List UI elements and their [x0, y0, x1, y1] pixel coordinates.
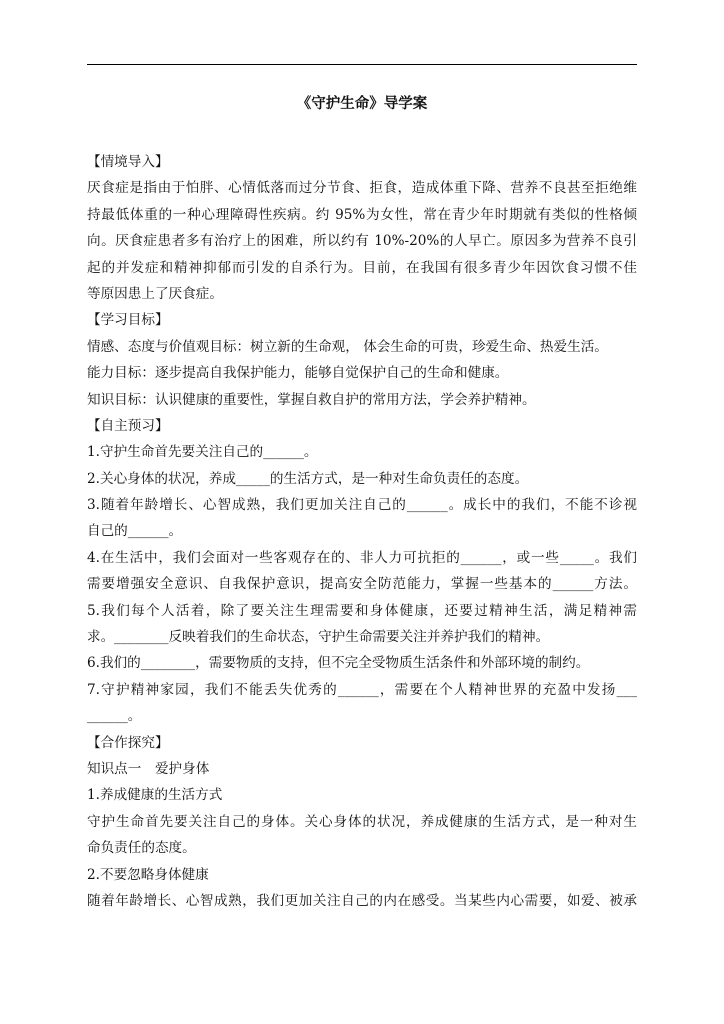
explore-line: 2.不要忽略身体健康	[87, 866, 209, 883]
preview-line: ______。	[87, 708, 142, 725]
section-heading-explore: 【合作探究】	[87, 734, 169, 751]
preview-line: 6.我们的________，需要物质的支持，但不完全受物质生活条件和外部环境的制约。	[87, 655, 590, 672]
intro-line: 厌食症是指由于怕胖、心情低落而过分节食、拒食，造成体重下降、营养不良甚至拒绝维	[87, 180, 637, 197]
preview-line: 2.关心身体的状况，养成_____的生活方式，是一种对生命负责任的态度。	[87, 470, 529, 487]
preview-line: 求。________反映着我们的生命状态，守护生命需要关注并养护我们的精神。	[87, 629, 550, 646]
intro-line: 起的并发症和精神抑郁而引发的自杀行为。目前，在我国有很多青少年因饮食习惯不佳	[87, 259, 637, 276]
section-heading-intro: 【情境导入】	[87, 154, 169, 170]
explore-line: 1.养成健康的生活方式	[87, 787, 223, 804]
section-heading-preview: 【自主预习】	[87, 417, 169, 434]
explore-line: 命负责任的态度。	[87, 840, 196, 857]
objective-line: 能力目标：逐步提高自我保护能力，能够自觉保护自己的生命和健康。	[87, 365, 509, 382]
preview-line: 需要增强安全意识、自我保护意识，提高安全防范能力，掌握一些基本的______方法。	[87, 576, 637, 593]
header-rule	[87, 64, 637, 65]
objective-line: 知识目标：认识健康的重要性，掌握自救自护的常用方法，学会养护精神。	[87, 391, 536, 408]
preview-line: 4.在生活中，我们会面对一些客观存在的、非人力可抗拒的______，或一些_____。我们	[87, 549, 637, 566]
objective-line: 情感、态度与价值观目标：树立新的生命观， 体会生命的可贵，珍爱生命、热爱生活。	[87, 338, 608, 355]
explore-line: 守护生命首先要关注自己的身体。关心身体的状况，养成健康的生活方式，是一种对生	[87, 813, 637, 830]
explore-line: 知识点一 爱护身体	[87, 760, 210, 777]
explore-line: 随着年龄增长、心智成熟，我们更加关注自己的内在感受。当某些内心需要，如爱、被承	[87, 892, 637, 909]
intro-line: 向。厌食症患者多有治疗上的困难，所以约有 10%-20%的人早亡。原因多为营养不良引	[87, 233, 637, 250]
preview-line: 1.守护生命首先要关注自己的______。	[87, 444, 318, 461]
page-title: 《守护生命》导学案	[296, 96, 428, 112]
section-heading-objectives: 【学习目标】	[87, 312, 169, 329]
intro-line: 持最低体重的一种心理障碍性疾病。约 95%为女性，常在青少年时期就有类似的性格倾	[87, 206, 637, 223]
document-body	[87, 149, 637, 914]
preview-line: 3.随着年龄增长、心智成熟，我们更加关注自己的______。成长中的我们，不能不诊视	[87, 497, 637, 514]
preview-line: 5.我们每个人活着，除了要关注生理需要和身体健康，还要过精神生活，满足精神需	[87, 602, 637, 619]
intro-line: 等原因患上了厌食症。	[87, 285, 223, 302]
preview-line: 自己的______。	[87, 523, 183, 540]
preview-line: 7.守护精神家园，我们不能丢失优秀的______，需要在个人精神世界的充盈中发扬___	[87, 681, 637, 698]
